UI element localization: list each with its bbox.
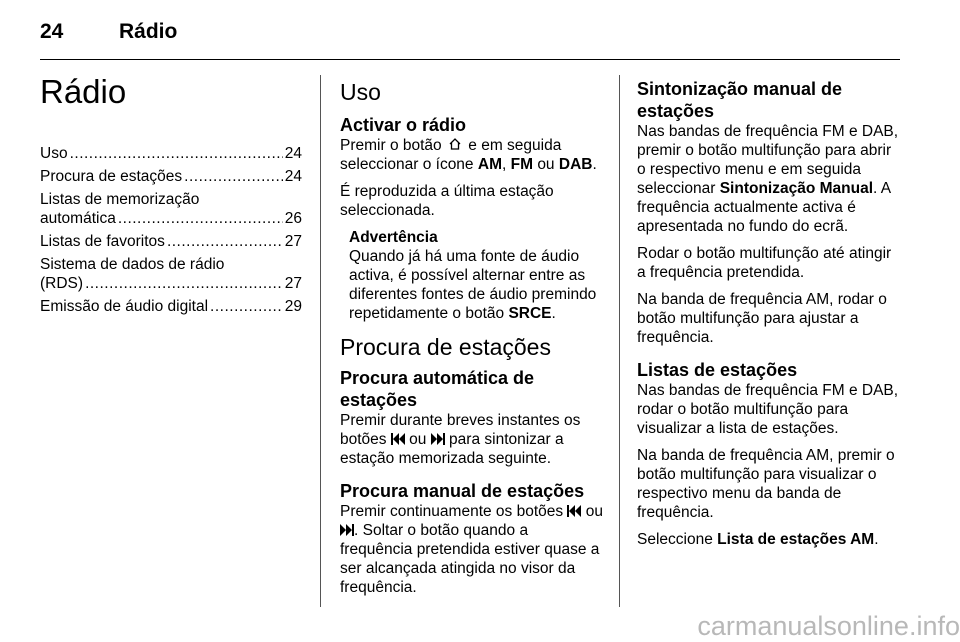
note-label: Advertência: [349, 229, 438, 246]
paragraph: É reproduzida a última estação seleccionada.: [340, 183, 554, 219]
paragraph: Seleccione Lista de estações AM.: [637, 531, 879, 548]
running-title: Rádio: [119, 20, 178, 43]
subheading-auto: Procura automática de estações: [340, 368, 535, 410]
section-heading-uso: Uso: [340, 79, 381, 105]
subheading-manual: Procura manual de estações: [340, 481, 585, 501]
watermark: carmanualsonline.info: [697, 611, 960, 641]
header-rule: [40, 59, 900, 60]
content-column-2: [340, 72, 604, 605]
paragraph: Premir o botão e em seguida seleccionar o ícone AM, FM ou DAB.: [340, 137, 597, 173]
toc-entry[interactable]: Emissão de áudio digital ..... 29: [40, 297, 302, 316]
toc-entry[interactable]: Listas de favoritos ..... 27: [40, 232, 302, 251]
note-box: Advertência Quando já há uma fonte de áudio activa, é possível alternar entre as diferentes fontes de áudio premindo repetidamente o botão SRCE.: [340, 228, 604, 323]
chapter-title: Rádio: [40, 73, 127, 110]
toc-entry[interactable]: Sistema de dados de rádio (RDS) ..... 27: [40, 255, 302, 293]
seek-back-icon: [567, 505, 581, 517]
paragraph: Nas bandas de frequência FM e DAB, rodar o botão multifunção para visualizar a lista de estações.: [637, 382, 899, 437]
home-icon: [448, 137, 462, 151]
seek-back-icon: [391, 433, 405, 445]
paragraph: Premir continuamente os botões ou . Soltar o botão quando a frequência pretendida estiver quase a ser alcançada atingida no visor da frequência.: [340, 503, 604, 596]
paragraph: Premir durante breves instantes os botões ou para sintonizar a estação memorizada seguinte.: [340, 412, 581, 467]
seek-forward-icon: [431, 433, 445, 445]
subheading-activar: Activar o rádio: [340, 115, 467, 135]
toc-column: [40, 72, 302, 320]
page-number: 24: [40, 20, 64, 43]
column-divider-1: [320, 75, 321, 607]
subheading-sintonizacao: Sintonização manual de estações: [637, 79, 843, 121]
content-column-3: [637, 72, 903, 557]
toc-entry[interactable]: Listas de memorização automática ..... 26: [40, 190, 302, 228]
seek-forward-icon: [340, 524, 354, 536]
paragraph: Na banda de frequência AM, premir o botão multifunção para visualizar o respectivo menu da banda de frequência.: [637, 447, 895, 521]
column-divider-2: [619, 75, 620, 607]
section-heading-procura: Procura de estações: [340, 334, 551, 360]
toc-entry[interactable]: Procura de estações ..... 24: [40, 167, 302, 186]
toc-entry[interactable]: Uso ..... 24: [40, 144, 302, 163]
paragraph: Nas bandas de frequência FM e DAB, premir o botão multifunção para abrir o respectivo menu e em seguida seleccionar Sintonização Manual. A frequência actualmente activa é apresentada no fundo do ecrã.: [637, 123, 899, 235]
paragraph: Rodar o botão multifunção até atingir a frequência pretendida.: [637, 245, 892, 281]
subheading-listas: Listas de estações: [637, 360, 798, 380]
paragraph: Na banda de frequência AM, rodar o botão multifunção para ajustar a frequência.: [637, 291, 887, 346]
